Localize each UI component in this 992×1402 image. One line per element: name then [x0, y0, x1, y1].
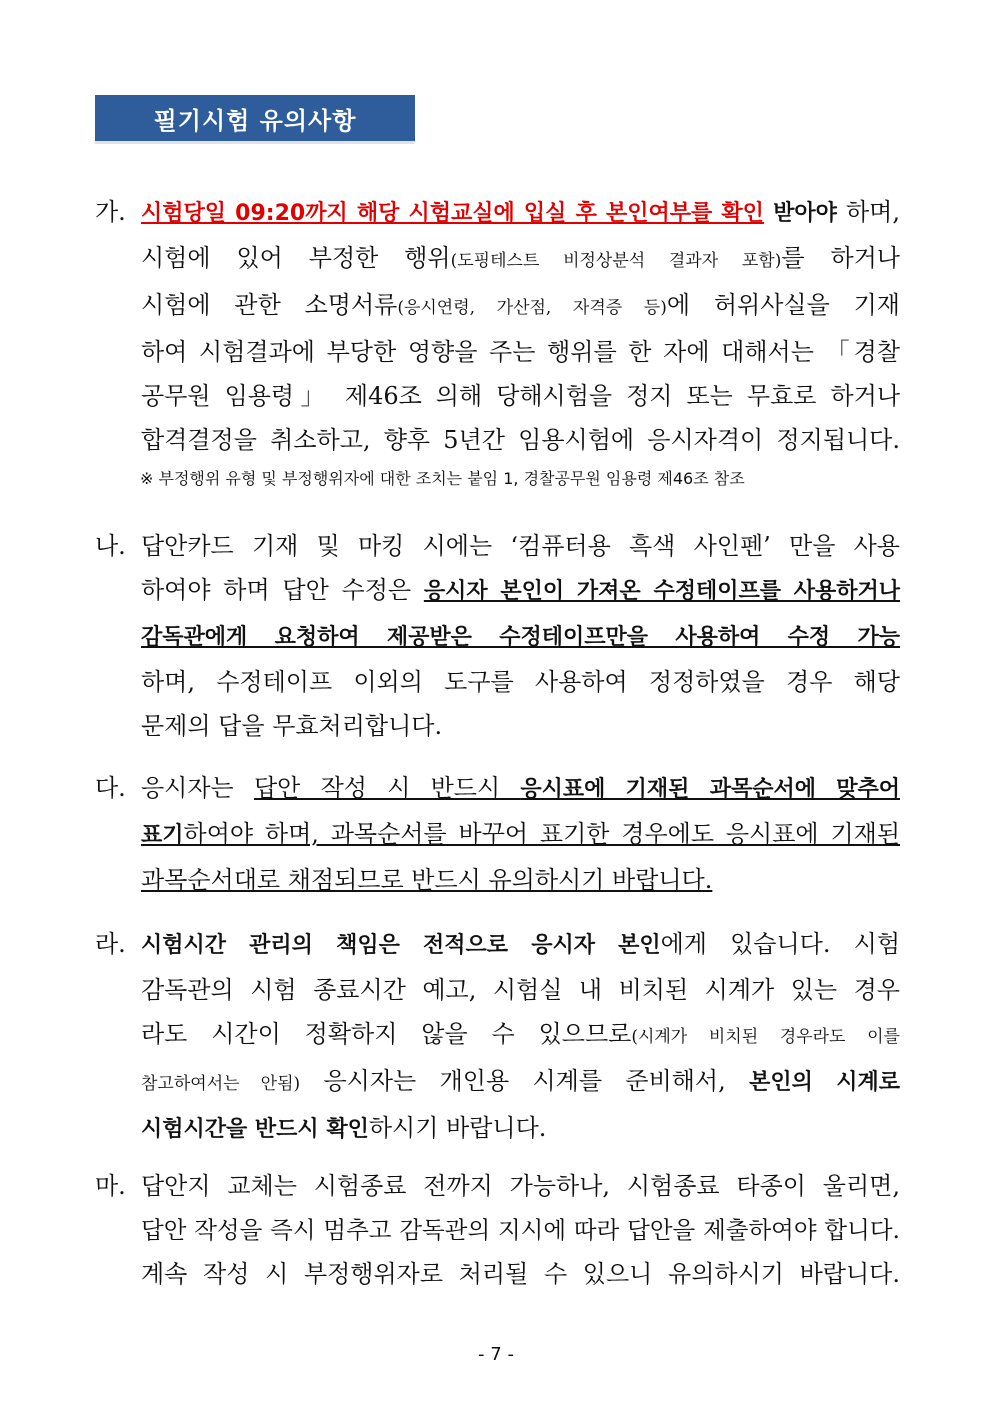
text-line: 하며, 수정테이프 이외의 도구를 사용하여 정정하였을 경우 해당 [141, 668, 900, 696]
text-line: 계속 작성 시 부정행위자로 처리될 수 있으니 유의하시기 바랍니다. [141, 1260, 900, 1288]
reference-note: ※ 부정행위 유형 및 부정행위자에 대한 조치는 붙임 1, 경찰공무원 임용령 제46조 참조 [140, 469, 745, 488]
text-line [141, 1059, 900, 1106]
text-line: 답안카드 기재 및 마킹 시에는 ‘컴퓨터용 흑색 사인펜’ 만을 사용 [141, 532, 900, 560]
item-body [141, 1164, 900, 1296]
bold-emphasis: 본인의 시계로 [749, 1070, 901, 1095]
item-marker: 가. [95, 198, 126, 226]
text-line [141, 568, 900, 614]
text-line [141, 236, 900, 283]
text-line [141, 812, 900, 858]
text-line: 하여 시험결과에 부당한 영향을 주는 행위를 한 자에 대해서는 「경찰 [141, 338, 900, 366]
bold-underlined-emphasis: 응시표에 기재된 과목순서에 맞추어 [520, 777, 900, 802]
item-body [141, 190, 900, 462]
section-title-text: 필기시험 유의사항 [153, 106, 357, 135]
text-line [141, 1012, 900, 1059]
underlined-text: 답안 작성 시 반드시 [253, 774, 521, 802]
text: 응시자는 [141, 774, 254, 802]
notice-item-ga [95, 190, 900, 462]
item-marker: 라. [95, 930, 126, 958]
text-line: 감독관의 시험 종료시간 예고, 시험실 내 비치된 시계가 있는 경우 [141, 976, 900, 1004]
item-marker: 다. [95, 774, 126, 802]
text-line [141, 190, 900, 236]
item-body [141, 766, 900, 902]
item-body [141, 524, 900, 748]
underlined-text: 과목순서대로 채점되므로 반드시 유의하시기 바랍니다. [141, 866, 713, 894]
bold-emphasis: 시험시간을 반드시 확인 [141, 1117, 369, 1142]
item-marker: 나. [95, 532, 126, 560]
bold-underlined-emphasis: 표기 [141, 823, 184, 848]
text-line: 공무원 임용령」 제46조 의해 당해시험을 정지 또는 무효로 하거나 [141, 382, 900, 410]
small-text: (시계가 비치된 경우라도 이를 [631, 1027, 900, 1047]
section-title [95, 95, 415, 144]
bold-underlined-emphasis: 감독관에게 요청하여 제공받은 수정테이프만을 사용하여 수정 가능 [141, 625, 900, 650]
text: 라도 시간이 정확하지 않을 수 있으므로 [141, 1020, 632, 1048]
text-line [141, 1106, 900, 1152]
text: 에 허위사실을 기재 [666, 291, 900, 319]
red-emphasis: 시험당일 09:20까지 해당 시험교실에 입실 후 본인여부를 확인 [141, 201, 764, 226]
text-line: 합격결정을 취소하고, 향후 5년간 임용시험에 응시자격이 정지됩니다. [141, 426, 900, 454]
item-marker: 마. [95, 1172, 126, 1200]
text-line [141, 766, 900, 812]
item-body [141, 922, 900, 1152]
page-number: - 7 - [478, 1344, 514, 1365]
text-line [141, 283, 900, 330]
small-text: (도핑테스트 비정상분석 결과자 포함) [450, 251, 782, 271]
bold-underlined-emphasis: 응시자 본인이 가져온 수정테이프를 사용하거나 [423, 579, 900, 604]
text-line: 문제의 답을 무효처리합니다. [141, 712, 443, 740]
bold-emphasis: 받아야 [763, 201, 837, 226]
text: 시험에 관한 소명서류 [141, 291, 398, 319]
notice-item-ma [95, 1164, 900, 1296]
text-line [141, 922, 900, 968]
small-text: (응시연령, 가산점, 자격증 등) [397, 298, 667, 318]
small-text: 참고하여서는 안됨) [141, 1074, 301, 1094]
text-line: 답안 작성을 즉시 멈추고 감독관의 지시에 따라 답안을 제출하여야 합니다. [141, 1216, 900, 1244]
text-line [141, 858, 900, 902]
underlined-text: 하여야 하며, 과목순서를 바꾸어 표기한 경우에도 응시표에 기재된 [183, 820, 900, 848]
notice-item-na [95, 524, 900, 748]
text: 하시기 바랍니다. [368, 1114, 547, 1142]
text: 응시자는 개인용 시계를 준비해서, [300, 1067, 750, 1095]
bold-emphasis: 시험시간 관리의 책임은 전적으로 응시자 본인 [141, 933, 661, 958]
text: 를 하거나 [781, 244, 900, 272]
text: 에게 있습니다. 시험 [660, 930, 900, 958]
text: 하며, [836, 198, 900, 226]
text-line: 답안지 교체는 시험종료 전까지 가능하나, 시험종료 타종이 울리면, [141, 1172, 900, 1200]
text: 하여야 하며 답안 수정은 [141, 576, 424, 604]
notice-item-da [95, 766, 900, 902]
text: 시험에 있어 부정한 행위 [141, 244, 451, 272]
notice-item-ra [95, 922, 900, 1152]
text-line [141, 614, 900, 660]
